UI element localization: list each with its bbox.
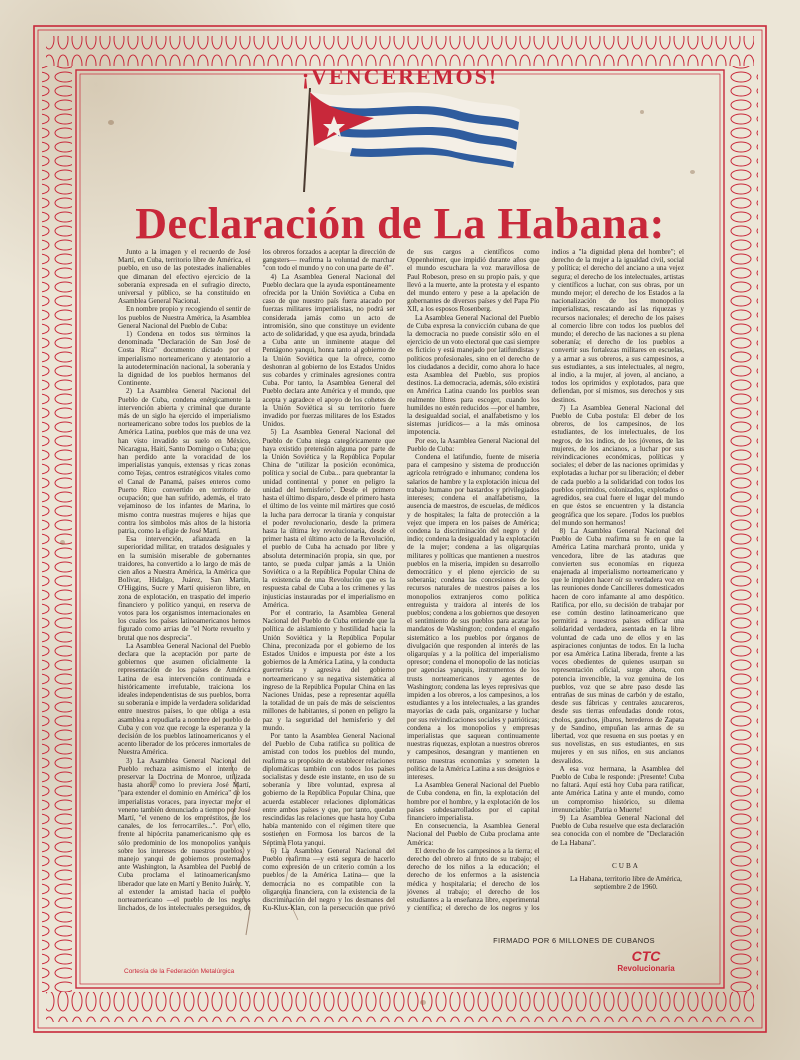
paragraph: 1) Condena en todos sus términos la denominada "Declaración de San José de Costa Rica" documento dictado por el imperialismo norteamericano y atentatorio a la autodeterminación nacional, la soberanía y la dignidad de los pueblos hermanos del Continente. — [118, 330, 251, 388]
paragraph: La Asamblea General Nacional del Pueblo declara que la aceptación por parte de gobiernos que asumen oficialmente la representación de los países de América Latina de esa intervención continuada e históricamente irrefutable, traiciona los ideales independentistas de sus pueblos, borra su soberanía e impide la verdadera solidaridad entre nuestros países, lo que obliga a esta asamblea a repudiarla a nombre del pueblo de Cuba y con voz que recoge la esperanza y la decisión de los pueblos latinoamericanos y el acento liberador de los próceres inmortales de Nuestra América. — [118, 641, 251, 757]
paragraph: El derecho de los campesinos a la tierra; el derecho del obrero al fruto de su trabajo; el derecho de los niños a la educación; el derecho de los enfermos a la asistencia médica y hospitalaria; el derecho de los jóvenes al trabajo; el derecho de los estudiantes a la enseñanza libre, experimental y científica; el derecho de los negros y los indios a "la dignidad plena del hombre"; el derecho de la mujer a la igualdad civil, social y política; el derecho del anciano a una vejez segura; el derecho de los intelectuales, artistas y científicos a luchar, con sus obras, por un mundo mejor; el derecho de los Estados a la nacionalización de los monopolios imperialistas, rescatando así las riquezas y recursos nacionales; el derecho de los países al comercio libre con todos los pueblos del mundo; el derecho de las naciones a su plena soberanía; el derecho de los pueblos a convertir sus fortalezas militares en escuelas, y a armar a sus obreros, a sus campesinos, a sus estudiantes, a sus intelectuales, al negro, al indio, a la mujer, al joven, al anciano, a todos los oprimidos y explotados, para que defiendan, por sí mismos, sus derechos y sus destinos. — [407, 248, 684, 913]
headline: ¡VENCEREMOS! — [301, 64, 499, 89]
paragraph: Condena el latifundio, fuente de miseria para el campesino y sistema de producción agrícola retrógrado e inhumano; condena los salarios de hambre y la explotación inicua del trabajo humano por bastardos y privilegiados intereses; condena el analfabetismo, la ausencia de maestros, de escuelas, de médicos y de hospitales; la falta de protección a la vejez que impera en los países de América; condena la discriminación del negro y del indio; condena la desigualdad y la explotación de la mujer; condena a las oligarquías militares y políticas que mantienen a nuestros pueblos en la miseria, impiden su desarrollo democrático y el pleno ejercicio de su soberanía; condena las concesiones de los recursos naturales de nuestros países a los monopolios extranjeros como política entreguista y traidora al interés de los pueblos; condena a los gobiernos que desoyen el sentimiento de sus pueblos para acatar los mandatos de Washington; condena el engaño sistemático a los pueblos por órganos de divulgación que responden al interés de las oligarquías y a la política del imperialismo opresor; condena el monopolio de las noticias por agencias yanquis, instrumentos de los trusts norteamericanos y agentes de Washington; condena las leyes represivas que impiden a los obreros, a los campesinos, a los estudiantes y a los intelectuales, a las grandes mayorías de cada país, organizarse y luchar por sus reivindicaciones sociales y patrióticas; condena a los monopolios y empresas imperialistas que saquean continuamente nuestras riquezas, explotan a nuestros obreros y campesinos, desangran y mantienen en retraso nuestras economías y someten la política de la América Latina a sus designios e intereses. — [407, 453, 540, 781]
paragraph: Por eso, la Asamblea General Nacional del Pueblo de Cuba: — [407, 436, 540, 453]
credit-line: Cortesía de la Federación Metalúrgica — [124, 968, 235, 975]
ctc-logo-mark: CTC — [631, 948, 661, 964]
paragraph: En consecuencia, la Asamblea General Nacional del Pueblo de Cuba proclama ante América: — [407, 822, 540, 847]
paragraph: 9) La Asamblea General Nacional del Pueblo de Cuba resuelve que esta declaración sea conocida con el nombre de "Declaración de La Habana". — [551, 814, 684, 847]
ctc-logo-name: Revolucionaria — [617, 964, 675, 973]
paragraph: 6) La Asamblea General Nacional del Pueblo reafirma —y está segura de hacerlo como expresión de un criterio común a los pueblos de la América Latina— que la democracia no es compatible con la oligarquía financiera, con la existencia de la discriminación del negro y los desmanes del Ku-Klux-Klan, con la persecución que privó de sus cargos a científicos como Oppenheimer, que impidió durante años que el mundo escuchara la voz maravillosa de Paul Robeson, preso en su propio país, y que llevó a la muerte, ante la protesta y el espanto del mundo entero y pese a la apelación de gobernantes de diversos países y del Papa Pío XII, a los esposos Rosenberg. — [262, 248, 540, 913]
paragraph: Por el contrario, la Asamblea General Nacional del Pueblo de Cuba entiende que la política de aislamiento y hostilidad hacia la Unión Soviética y la República Popular China, preconizada por el gobierno de los Estados Unidos e impuesta por éste a los gobiernos de la América Latina, y la conducta guerrerista y agresiva del gobierno norteamericano y su negativa sistemática al ingreso de la República Popular China en las Naciones Unidas, pese a representar aquélla la totalidad de un país de más de seiscientos millones de habitantes, sí ponen en peligro la paz y la seguridad del hemisferio y del mundo. — [262, 608, 395, 732]
paragraph: La Asamblea General Nacional del Pueblo de Cuba condena, en fin, la explotación del hombre por el hombre, y la explotación de los países subdesarrollados por el capital financiero imperialista. — [407, 781, 540, 823]
closing-place-date: La Habana, territorio libre de América, septiembre 2 de 1960. — [570, 874, 682, 891]
paragraph: 2) La Asamblea General Nacional del Pueblo de Cuba, condena enérgicamente la intervención abierta y criminal que durante más de un siglo ha ejercido el imperialismo norteamericano sobre todos los pueblos de la América Latina, pueblos que más de una vez han visto invadido su suelo en México, Nicaragua, Haití, Santo Domingo o Cuba; que han perdido ante la voracidad de los imperialistas yanquis, extensas y ricas zonas como Tejas, centros estratégicos vitales como el Canal de Panamá, países enteros como Puerto Rico convertido en territorio de ocupación; que han sufrido, además, el trato vejaminoso de los infantes de Marina, lo mismo contra nuestras mujeres e hijas que contra los símbolos más altos de la historia patria, como la efigie de José Martí. — [118, 387, 251, 535]
paragraph: A esa voz hermana, la Asamblea del Pueblo de Cuba le responde: ¡Presente! Cuba no faltará. Aquí está hoy Cuba para ratificar, ante América Latina y ante el mundo, como un compromiso histórico, su dilema irrenunciable: ¡Patria o Muerte! — [551, 764, 684, 814]
paragraph: 5) La Asamblea General Nacional del Pueblo de Cuba niega categóricamente que haya existido pretensión alguna por parte de la Unión Soviética y la República Popular China de "utilizar la posición económica, política y social de Cuba... para quebrantar la unidad continental y poner en peligro la unidad del hemisferio". Desde el primero hasta el último disparo, desde el primero hasta el último de los veinte mil mártires que costó la lucha para derrocar la tiranía y conquistar el poder revolucionario, desde la primera hasta la última ley revolucionaria, desde el primer hasta el último acto de la Revolución, el pueblo de Cuba ha actuado por libre y absoluta determinación propia, sin que, por tanto, se pueda culpar jamás a la Unión Soviética o a la República Popular China de la existencia de una Revolución que es la respuesta cabal de Cuba a los crímenes y las injusticias instauradas por el imperialismo en América. — [262, 428, 395, 609]
closing-country: CUBA — [612, 862, 640, 870]
paragraph: 8) La Asamblea General Nacional del Pueblo de Cuba reafirma su fe en que la América Latina marchará pronto, unida y vencedora, libre de las ataduras que convierten sus economías en riqueza enajenada al imperialismo norteamericano y que le impiden hacer oír su verdadera voz en las reuniones donde Cancilleres domesticados hacen de coro infamante al amo despótico. Ratifica, por ello, su decisión de trabajar por ese común destino latinoamericano que permitirá a nuestros países edificar una solidaridad verdadera, asentada en la libre voluntad de cada uno de ellos y en las aspiraciones conjuntas de todos. En la lucha por esa América Latina liberada, frente a las voces obedientes de quienes usurpan su representación oficial, surge ahora, con potencia invencible, la voz genuina de los pueblos, voz que se abre paso desde las entrañas de sus minas de carbón y de estaño, desde sus fábricas y centrales azucareros, desde sus tierras enfeudadas donde rotos, cholos, gauchos, jíbaros, herederos de Zapata y de Sandino, empuñan las armas de su libertad, voz que resuena en sus poetas y en sus novelistas, en sus estudiantes, en sus mujeres y en sus niños, en sus ancianos desvalidos. — [551, 526, 684, 765]
paragraph: 7) La Asamblea General Nacional del Pueblo de Cuba postula: El deber de los obreros, de los campesinos, de los estudiantes, de los intelectuales, de los negros, de los indios, de los jóvenes, de las mujeres, de los ancianos, a luchar por sus reivindicaciones económicas, políticas y sociales; el deber de las naciones oprimidas y explotadas a luchar por su liberación; el deber de cada pueblo a la solidaridad con todos los pueblos oprimidos, colonizados, explotados o agredidos, sea cual fuere el lugar del mundo en que éstos se encuentren y la distancia geográfica que los separe. ¡Todos los pueblos del mundo son hermanos! — [551, 403, 684, 527]
paragraph: En nombre propio y recogiendo el sentir de los pueblos de Nuestra América, la Asamblea General Nacional del Pueblo de Cuba: — [118, 305, 251, 330]
paragraph: Esa intervención, afianzada en la superioridad militar, en tratados desiguales y en la sumisión miserable de gobernantes traidores, ha convertido a lo largo de más de cien años a Nuestra América, la América que Bolívar, Hidalgo, Juárez, San Martín, O'Higgins, Sucre y Martí quisieron libre, en zona de explotación, en traspatio del imperio financiero y político yanqui, en reserva de votos para los organismos internacionales en los cuales los países latinoamericanos hemos figurado como arrias de "el Norte revuelto y brutal que nos desprecia". — [118, 535, 251, 642]
paragraph: 4) La Asamblea General Nacional del Pueblo declara que la ayuda espontáneamente ofrecida por la Unión Soviética a Cuba en caso de que nuestro país fuera atacado por fuerzas militares imperialistas, no podrá ser considerada jamás como un acto de intromisión, sino que constituye un evidente acto de solidaridad, y que esa ayuda, brindada a Cuba ante un inminente ataque del Pentágono yanqui, honra tanto al gobierno de la Unión Soviética que la ofrece, como deshonran al gobierno de los Estados Unidos sus cobardes y criminales agresiones contra Cuba. Por tanto, la Asamblea General del Pueblo declara ante América y el mundo, que acepta y agradece el apoyo de los cohetes de la Unión Soviética si su territorio fuere invadido por fuerzas militares de los Estados Unidos. — [262, 272, 395, 429]
signature-line: FIRMADO POR 6 MILLONES DE CUBANOS — [493, 936, 655, 945]
document-title: Declaración de La Habana: — [135, 199, 665, 248]
paragraph: 3) La Asamblea General Nacional del Pueblo rechaza asimismo el intento de preservar la Doctrina de Monroe, utilizada hasta ahora, como lo previera José Martí, "para extender el dominio en América" de los imperialistas voraces, para inyectar mejor el veneno también denunciado a tiempo por José Martí, "el veneno de los empréstitos, de los canales, de los ferrocarriles...". Por ello, frente al hipócrita panamericanismo que es sólo predominio de los monopolios yanquis sobre los intereses de nuestros pueblos y manejo yanqui de gobiernos prosternados ante Washington, la Asamblea del Pueblo de Cuba proclama el latinoamericanismo liberador que late en Martí y Benito Juárez. Y, al extender la amistad hacia el pueblo norteamericano —el pueblo de los negros linchados, de los intelectuales perseguidos, de los obreros forzados a aceptar la dirección de gangsters— reafirma la voluntad de marchar "con todo el mundo y no con una parte de él". — [118, 248, 395, 913]
paragraph: Por tanto la Asamblea General Nacional del Pueblo de Cuba ratifica su política de amistad con todos los pueblos del mundo, reafirma su propósito de establecer relaciones diplomáticas también con todos los países socialistas y desde este instante, en uso de su soberanía y libre voluntad, expresa al gobierno de la República Popular China, que acuerda establecer relaciones diplomáticas entre ambos países y que, por tanto, quedan rescindidas las relaciones que hasta hoy Cuba había mantenido con el régimen títere que sostienen en Formosa los barcos de la Séptima Flota yanqui. — [262, 731, 395, 847]
paragraph: Junto a la imagen y el recuerdo de José Martí, en Cuba, territorio libre de América, el pueblo, en uso de las potestades inalienables que dimanan del efectivo ejercicio de la soberanía expresada en el sufragio directo, universal y público, se ha constituido en Asamblea General Nacional. — [118, 248, 251, 306]
paragraph: La Asamblea General Nacional del Pueblo de Cuba expresa la convicción cubana de que la democracia no puede consistir sólo en el ejercicio de un voto electoral que casi siempre es ficticio y está manejado por latifundistas y políticos profesionales, sino en el derecho de los ciudadanos a decidir, como ahora lo hace esta Asamblea del Pueblo, sus propios destinos. La democracia, además, sólo existirá en América Latina cuando los pueblos sean realmente libres para escoger, cuando los humildes no estén reducidos —por el hambre, la desigualdad social, el analfabetismo y los sistemas jurídicos— a la más ominosa impotencia. — [407, 313, 540, 437]
